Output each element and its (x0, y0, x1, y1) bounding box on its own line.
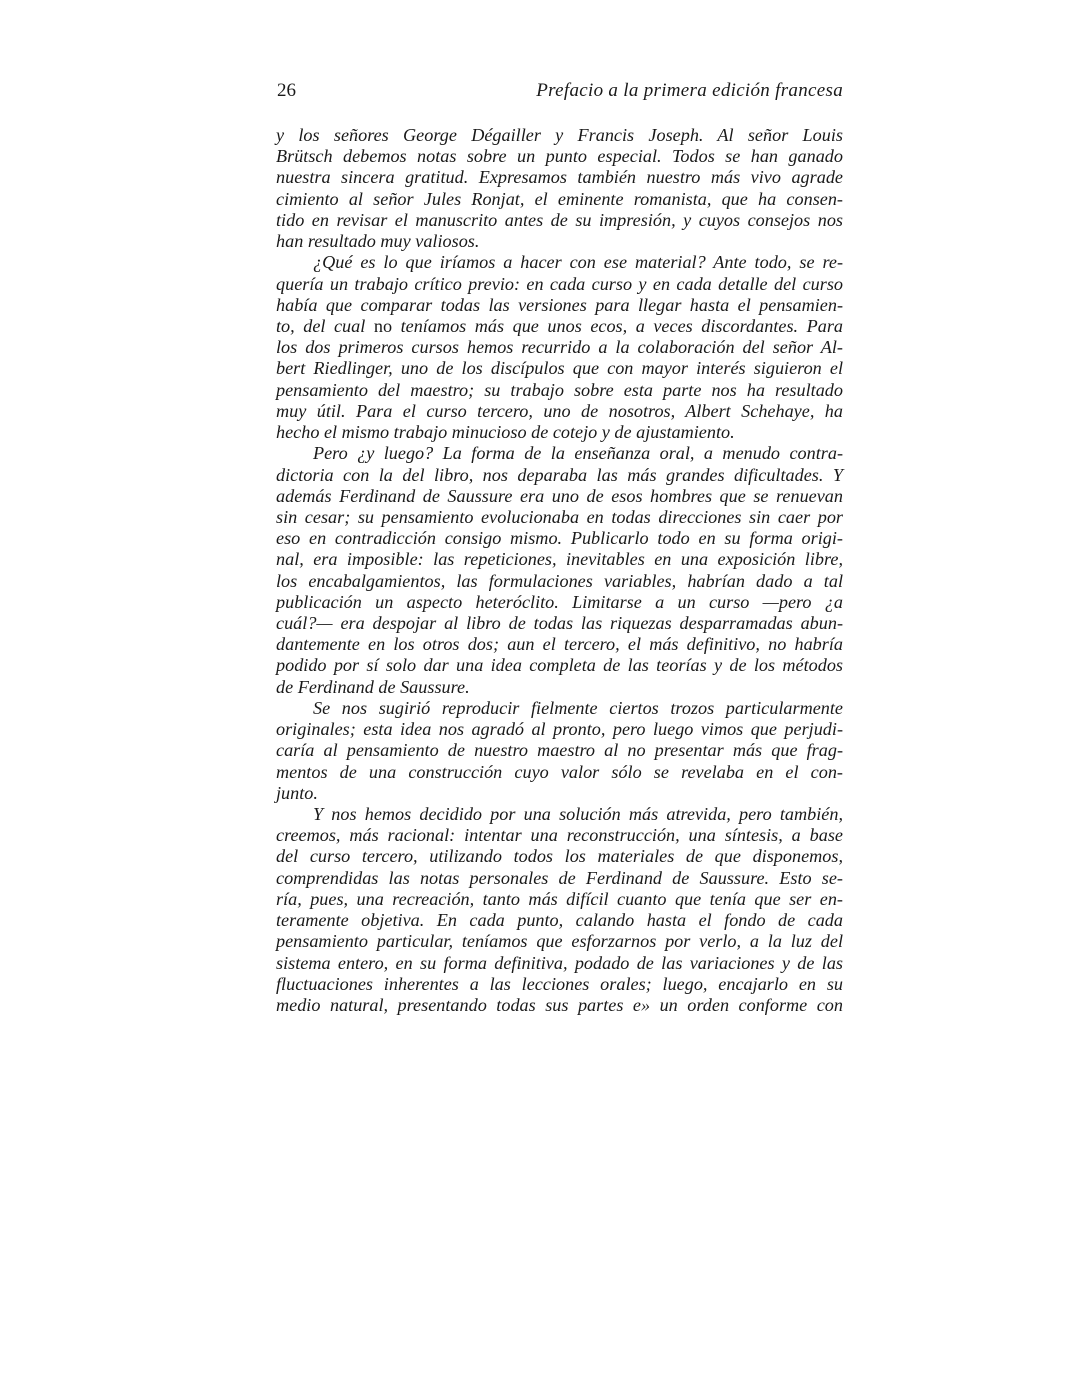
text-line: han resultado muy valiosos. (276, 231, 480, 252)
text-line: dictoria con la del libro, nos deparaba las más grandes dificultades. Y (276, 464, 843, 485)
text-line: y los señores George Dégailler y Francis Joseph. Al señor Louis (276, 125, 843, 145)
text-segment: to, del cual (276, 315, 374, 336)
text-line: Brütsch debemos notas sobre un punto especial. Todos se han ganado (276, 146, 843, 167)
text-line: nuestra sincera gratitud. Expresamos también nuestro más vivo agrade (276, 167, 843, 188)
text-line: podido por sí solo dar una idea completa de las teorías y de los métodos (276, 655, 843, 676)
text-line: sin cesar; su pensamiento evolucionaba en todas direcciones sin caer por (276, 506, 843, 527)
text-line: originales; esta idea nos agradó al pronto, pero luego vimos que perjudi- (276, 719, 843, 740)
text-segment: no (373, 315, 393, 336)
text-line: junto. (276, 782, 318, 803)
text-line: dantemente en los otros dos; aun el tercero, el más definitivo, no habría (276, 634, 843, 655)
text-line: de Ferdinand de Saussure. (276, 676, 470, 697)
text-line: comprendidas las notas personales de Ferdinand de Saussure. Esto se- (276, 867, 843, 888)
text-line: pensamiento del maestro; su trabajo sobre esta parte nos ha resultado (276, 379, 843, 400)
text-line: medio natural, presentando todas sus partes e» un orden conforme con (276, 994, 843, 1015)
text-line: había que comparar todas las versiones para llegar hasta el pensamien- (276, 294, 843, 315)
text-line: Y nos hemos decidido por una solución más atrevida, pero también, (313, 804, 843, 824)
text-line: bert Riedlinger, uno de los discípulos que con mayor interés siguieron el (276, 358, 843, 379)
paragraph (276, 698, 843, 804)
text-line: eso en contradicción consigo mismo. Publicarlo todo en su forma origi- (276, 528, 843, 549)
paragraph (276, 252, 843, 443)
paragraph (276, 443, 843, 698)
text-line: tido en revisar el manuscrito antes de su impresión, y cuyos consejos nos (276, 209, 843, 230)
text-line: los dos primeros cursos hemos recurrido a la colaboración del señor Al- (276, 337, 843, 358)
text-line: cuál?— era despojar al libro de todas las riquezas desparramadas abun- (276, 613, 843, 634)
text-line: mentos de una construcción cuyo valor sólo se revelaba en el con- (276, 761, 843, 782)
text-line: ¿Qué es lo que iríamos a hacer con ese material? Ante todo, se re- (313, 252, 843, 273)
text-line: fluctuaciones inherentes a las lecciones orales; luego, encajarlo en su (276, 973, 843, 994)
text-line: ría, pues, una recreación, tanto más difícil cuanto que tenía que ser en- (276, 888, 843, 909)
text-line: quería un trabajo crítico previo: en cada curso y en cada detalle del curso (276, 273, 843, 294)
text-line: Pero ¿y luego? La forma de la enseñanza oral, a menudo contra- (313, 443, 843, 464)
text-line: caría al pensamiento de nuestro maestro al no presentar más que frag- (276, 740, 843, 761)
text-line: cimiento al señor Jules Ronjat, el eminente romanista, que ha consen- (276, 188, 843, 209)
text-line: teramente objetiva. En cada punto, calando hasta el fondo de cada (276, 910, 843, 931)
text-line: nal, era imposible: las repeticiones, inevitables en una exposición libre, (276, 549, 843, 570)
text-line: además Ferdinand de Saussure era uno de esos hombres que se renuevan (276, 485, 843, 506)
running-title: Prefacio a la primera edición francesa (536, 80, 843, 101)
paragraph (276, 804, 843, 1016)
running-header (277, 80, 843, 106)
text-line: creemos, más racional: intentar una reconstrucción, una síntesis, a base (276, 825, 843, 846)
text-line: los encabalgamientos, las formulaciones variables, habrían dado a tal (276, 570, 843, 591)
text-line: muy útil. Para el curso tercero, uno de nosotros, Albert Schehaye, ha (276, 400, 843, 421)
text-line: publicación un aspecto heteróclito. Limitarse a un curso —pero ¿a (276, 591, 843, 612)
text-segment: teníamos más que unos ecos, a veces discordantes. Para (392, 315, 843, 336)
text-line: Se nos sugirió reproducir fielmente ciertos trozos particularmente (313, 697, 843, 718)
paragraph (276, 125, 843, 252)
page-number: 26 (277, 80, 296, 101)
text-line: sistema entero, en su forma definitiva, podado de las variaciones y de las (276, 952, 843, 973)
text-line (276, 316, 843, 337)
text-line: hecho el mismo trabajo minucioso de cotejo y de ajustamiento. (276, 422, 735, 443)
text-line: pensamiento particular, teníamos que esforzarnos por verlo, a la luz del (276, 931, 843, 952)
text-line: del curso tercero, utilizando todos los materiales de que disponemos, (276, 846, 843, 867)
body-text (276, 125, 843, 1016)
